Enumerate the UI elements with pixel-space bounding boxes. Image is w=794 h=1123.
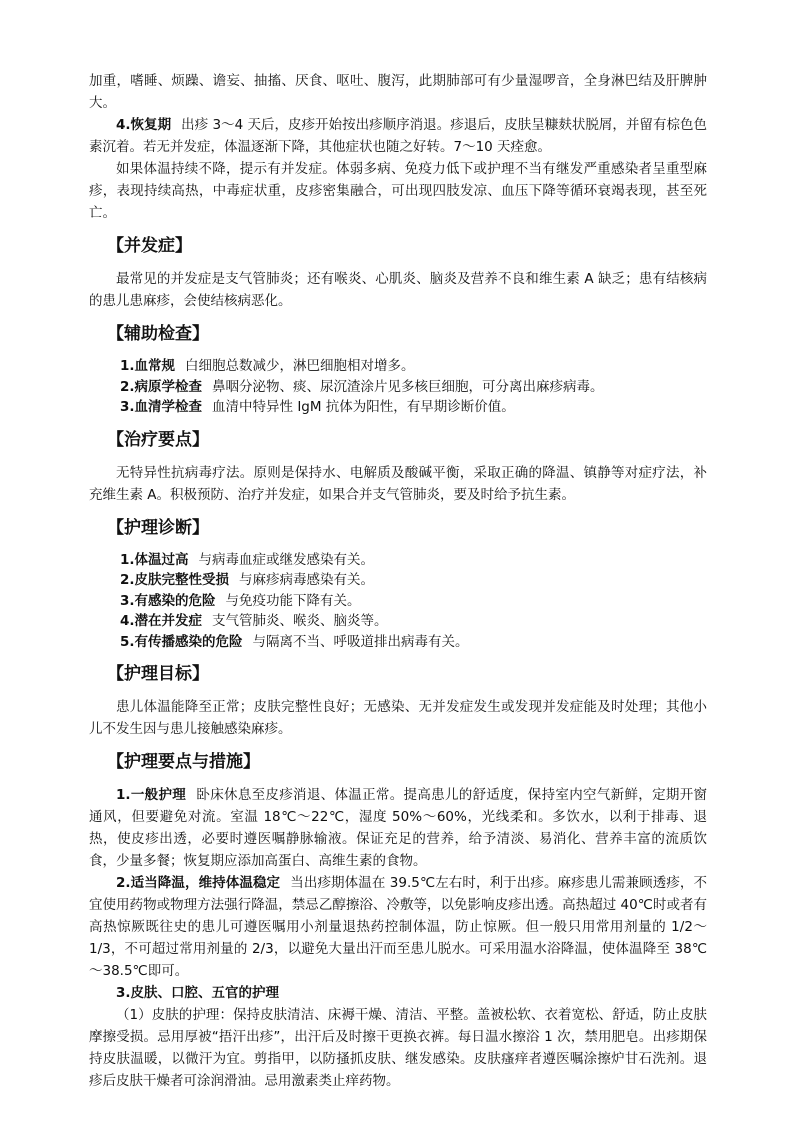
measures-heading: 【护理要点与措施】 — [107, 752, 260, 772]
exam-item-label: 3.血清学检查 — [120, 399, 203, 415]
measure-general-care — [89, 784, 707, 872]
measure-cooling — [89, 872, 707, 982]
exam-item-text: 血清中特异性 IgM 抗体为阳性，有早期诊断价值。 — [212, 399, 515, 415]
complications-text: 最常见的并发症是支气管肺炎；还有喉炎、心肌炎、脑炎及营养不良和维生素 A 缺乏；患有结核病的患儿患麻疹，会使结核病恶化。 — [89, 271, 707, 309]
exam-item-text: 鼻咽分泌物、痰、尿沉渣涂片见多核巨细胞，可分离出麻疹病毒。 — [212, 378, 604, 395]
exam-item — [89, 356, 707, 377]
diagnosis-item-text: 与麻疹病毒感染有关。 — [239, 572, 375, 588]
diagnosis-item-label: 5.有传播感染的危险 — [120, 633, 243, 650]
diagnosis-item — [89, 570, 707, 591]
measure-label: 1.一般护理 — [116, 787, 187, 803]
goals-heading: 【护理目标】 — [107, 664, 209, 684]
diagnosis-item-text: 与隔离不当、呼吸道排出病毒有关。 — [252, 633, 469, 650]
diagnosis-item-text: 与免疫功能下降有关。 — [225, 592, 361, 609]
goals-text: 患儿体温能降至正常；皮肤完整性良好；无感染、无并发症发生或发现并发症能及时处理；其他小儿不发生因与患儿接触感染麻疹。 — [89, 699, 707, 737]
intro-paragraph-3: 如果体温持续不降，提示有并发症。体弱多病、免疫力低下或护理不当有继发严重感染者呈重型麻疹，表现持续高热，中毒症状重，皮疹密集融合，可出现四肢发凉、血压下降等循环衰竭表现，甚至死亡。 — [89, 161, 707, 221]
measure-label: 2.适当降温，维持体温稳定 — [116, 875, 281, 891]
intro-paragraph-2 — [89, 114, 707, 158]
diagnosis-item-label: 4.潜在并发症 — [120, 613, 203, 629]
diagnosis-item-text: 与病毒血症或继发感染有关。 — [198, 551, 375, 568]
diagnosis-heading: 【护理诊断】 — [107, 517, 209, 538]
exam-item — [89, 397, 707, 418]
diagnosis-item-label: 3.有感染的危险 — [120, 592, 216, 609]
measure-skin-care-text: （1）皮肤的护理：保持皮肤清洁、床褥干燥、清洁、平整。盖被松软、衣着宽松、舒适，防止皮肤摩擦受损。忌用厚被“捂汗出疹”，出汗后及时擦干更换衣裤。每日温水擦浴 1 次，禁用肥皂。出疹期保持皮肤温暖，以微汗为宜。剪指甲，以防搔抓皮肤、继发感染。皮肤瘙痒者遵医嘱涂擦炉甘石洗剂。退疹后皮肤干燥者可涂润滑油。忌用激素类止痒药物。 — [89, 1007, 707, 1089]
recovery-text: 出疹 3～4 天后，皮疹开始按出疹顺序消退。疹退后，皮肤呈糠麸状脱屑，并留有棕色色素沉着。若无并发症，体温逐渐下降，其他症状也随之好转。7～10 天痊愈。 — [89, 117, 707, 155]
measure-label: 3.皮肤、口腔、五官的护理 — [116, 985, 280, 1001]
exam-item-label: 1.血常规 — [120, 358, 176, 374]
diagnosis-item — [89, 591, 707, 612]
diagnosis-item — [89, 611, 707, 632]
treatment-text: 无特异性抗病毒疗法。原则是保持水、电解质及酸碱平衡，采取正确的降温、镇静等对症疗法，补充维生素 A。积极预防、治疗并发症，如果合并支气管肺炎，要及时给予抗生素。 — [89, 464, 707, 503]
measure-text: 卧床休息至皮疹消退、体温正常。提高患儿的舒适度，保持室内空气新鲜，定期开窗通风，但要避免对流。室温 18℃～22℃，湿度 50%～60%，光线柔和。多饮水，以利于排毒、退热，使皮疹出透，必要时遵医嘱静脉输液。保证充足的营养，给予清淡、易消化、营养丰富的流质饮食，少量多餐；恢复期应添加高蛋白、高维生素的食物。 — [89, 787, 708, 869]
exams-heading: 【辅助检查】 — [107, 324, 209, 344]
treatment-heading: 【治疗要点】 — [107, 429, 209, 450]
exam-item-text: 白细胞总数减少，淋巴细胞相对增多。 — [185, 358, 415, 374]
diagnosis-item-label: 1.体温过高 — [120, 551, 189, 568]
exam-item-label: 2.病原学检查 — [120, 378, 203, 395]
diagnosis-item-text: 支气管肺炎、喉炎、脑炎等。 — [212, 613, 388, 629]
diagnosis-item — [89, 550, 707, 571]
measure-skin-care-heading — [89, 982, 707, 1004]
intro-paragraph-1: 加重，嗜睡、烦躁、谵妄、抽搐、厌食、呕吐、腹泻，此期肺部可有少量湿啰音，全身淋巴结及肝脾肿大。 — [89, 73, 707, 111]
measure-text: 当出疹期体温在 39.5℃左右时，利于出疹。麻疹患儿需兼顾透疹，不宜使用药物或物理方法强行降温，禁忌乙醇擦浴、冷敷等，以免影响皮疹出透。高热超过 40℃时或者有高热惊厥既往史的患儿可遵医嘱用小剂量退热药控制体温，防止惊厥。但一般只用常用剂量的 1/2～1/3，不可超过常用剂量的 2/3，以避免大量出汗而至患儿脱水。可采用温水浴降温，使体温降至 38℃～38.5℃即可。 — [89, 875, 707, 979]
exam-item — [89, 377, 707, 398]
diagnosis-item — [89, 632, 707, 653]
document-page — [89, 70, 707, 1092]
recovery-label: 4.恢复期 — [116, 117, 172, 133]
complications-heading: 【并发症】 — [107, 236, 192, 256]
diagnosis-item-label: 2.皮肤完整性受损 — [120, 572, 230, 588]
